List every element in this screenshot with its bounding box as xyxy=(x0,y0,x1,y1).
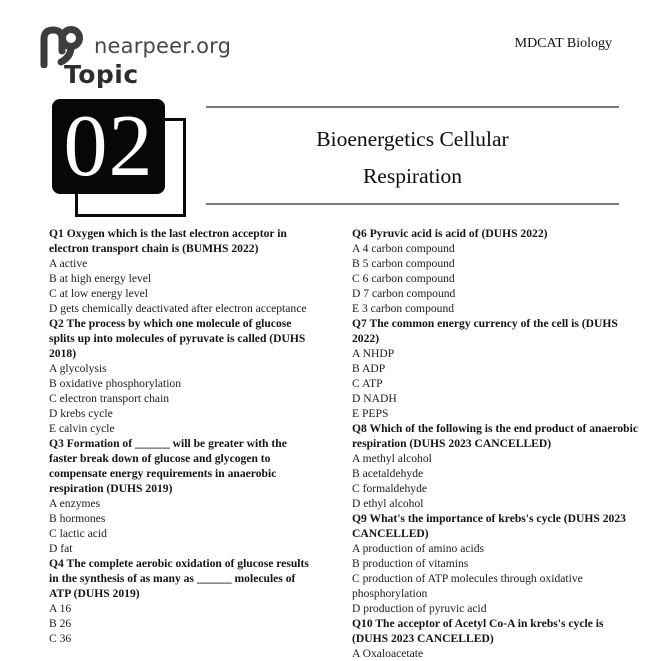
option-text: B 5 carbon compound xyxy=(352,257,455,270)
option-text: B 26 xyxy=(49,617,72,630)
questions-area xyxy=(49,226,641,661)
question-block xyxy=(49,226,317,316)
question-text: Q6 Pyruvic acid is acid of (DUHS 2022) xyxy=(352,227,548,240)
page-title xyxy=(206,121,619,195)
question-block xyxy=(352,616,641,661)
page-title-text: Bioenergetics Cellular Respiration xyxy=(316,127,509,188)
option-text: C electron transport chain xyxy=(49,392,170,405)
option-text: B oxidative phosphorylation xyxy=(49,377,182,390)
option-text: A methyl alcohol xyxy=(352,452,432,465)
option-text: B acetaldehyde xyxy=(352,467,424,480)
option-text: B at high energy level xyxy=(49,272,152,285)
title-rule-top xyxy=(206,106,619,108)
option-text: C ATP xyxy=(352,377,383,390)
option-text: E 3 carbon compound xyxy=(352,302,455,315)
option-text: C at low energy level xyxy=(49,287,148,300)
question-text: Q7 The common energy currency of the cell is (DUHS 2022) xyxy=(352,317,618,345)
topic-number-box xyxy=(52,99,165,194)
option-text: B hormones xyxy=(49,512,106,525)
logo-text: nearpeer.org xyxy=(94,34,232,58)
option-text: C lactic acid xyxy=(49,527,107,540)
option-text: D ethyl alcohol xyxy=(352,497,424,510)
option-text: D krebs cycle xyxy=(49,407,113,420)
question-text: Q2 The process by which one molecule of glucose splits up into molecules of pyruvate is called (DUHS 2018) xyxy=(49,317,306,360)
option-text: A enzymes xyxy=(49,497,101,510)
option-text: D NADH xyxy=(352,392,397,405)
option-text: B production of vitamins xyxy=(352,557,469,570)
question-block xyxy=(49,316,317,436)
question-text: Q3 Formation of ______ will be greater with the faster break down of glucose and glycogen to compensate energy requirements in anaerobic respiration (DUHS 2019) xyxy=(49,437,287,495)
option-text: A glycolysis xyxy=(49,362,107,375)
option-text: C 36 xyxy=(49,632,72,645)
questions-column-right xyxy=(352,226,641,661)
questions-column-left xyxy=(49,226,317,661)
title-rule-bottom xyxy=(206,203,619,205)
option-text: D 7 carbon compound xyxy=(352,287,456,300)
topic-label: Topic xyxy=(64,60,139,89)
option-text: A 16 xyxy=(49,602,72,615)
question-block xyxy=(352,421,641,511)
question-text: Q9 What's the importance of krebs's cycle (DUHS 2023 CANCELLED) xyxy=(352,512,626,540)
option-text: A active xyxy=(49,257,88,270)
option-text: A NHDP xyxy=(352,347,395,360)
question-block xyxy=(352,511,641,616)
option-text: D fat xyxy=(49,542,73,555)
question-block xyxy=(49,556,317,646)
course-label: MDCAT Biology xyxy=(514,36,612,51)
option-text: D gets chemically deactivated after electron acceptance xyxy=(49,302,307,315)
topic-number: 02 xyxy=(63,98,154,195)
question-text: Q10 The acceptor of Acetyl Co-A in krebs's cycle is (DUHS 2023 CANCELLED) xyxy=(352,617,604,645)
option-text: A Oxaloacetate xyxy=(352,647,424,660)
question-block xyxy=(352,226,641,316)
option-text: A production of amino acids xyxy=(352,542,485,555)
option-text: C production of ATP molecules through oxidative phosphorylation xyxy=(352,572,583,600)
option-text: A 4 carbon compound xyxy=(352,242,455,255)
option-text: C formaldehyde xyxy=(352,482,428,495)
question-text: Q1 Oxygen which is the last electron acceptor in electron transport chain is (BUMHS 2022) xyxy=(49,227,287,255)
question-block xyxy=(49,436,317,556)
option-text: C 6 carbon compound xyxy=(352,272,455,285)
option-text: E PEPS xyxy=(352,407,389,420)
option-text: E calvin cycle xyxy=(49,422,115,435)
question-text: Q4 The complete aerobic oxidation of glucose results in the synthesis of as many as ______ molecules of ATP (DUHS 2019) xyxy=(49,557,309,600)
option-text: D production of pyruvic acid xyxy=(352,602,487,615)
question-text: Q8 Which of the following is the end product of anaerobic respiration (DUHS 2023 CANCELLED) xyxy=(352,422,638,450)
question-block xyxy=(352,316,641,421)
option-text: B ADP xyxy=(352,362,386,375)
